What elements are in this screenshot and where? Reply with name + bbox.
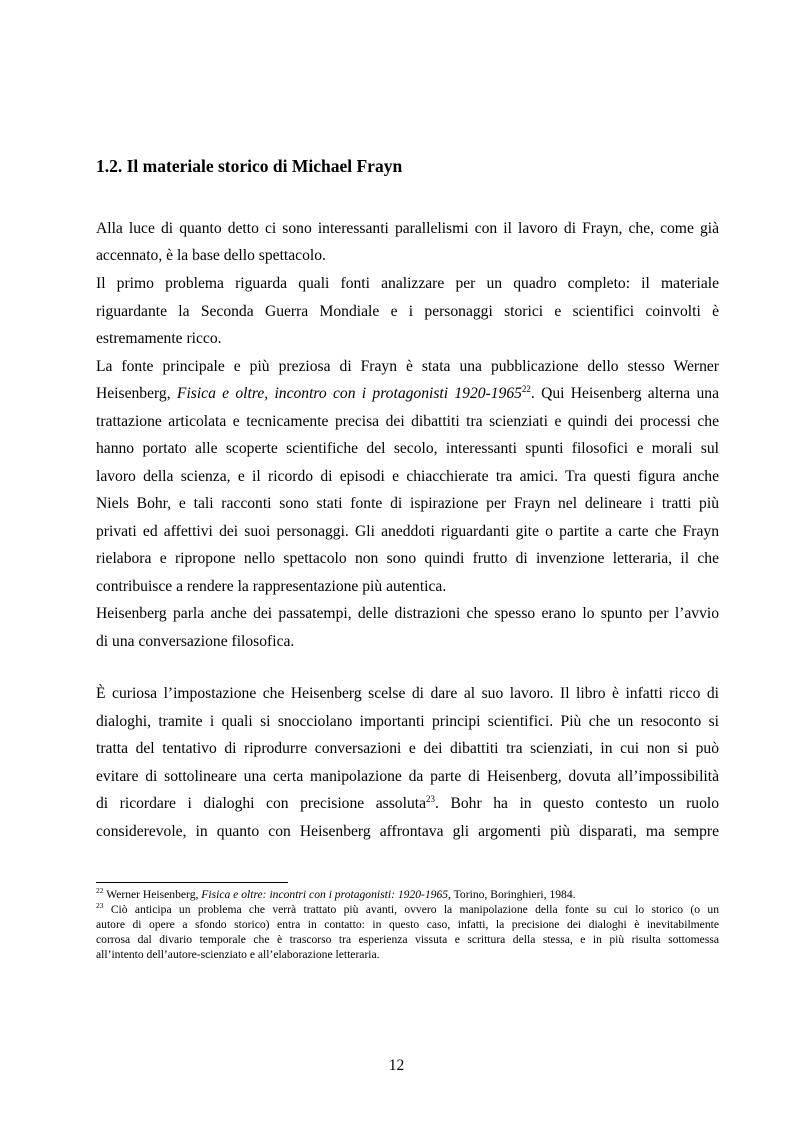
body-line xyxy=(96,384,719,404)
footnote-23 xyxy=(96,903,719,917)
body-text: . Qui Heisenberg alterna una xyxy=(530,385,720,402)
body-text: di ricordare i dialoghi con precisione assoluta xyxy=(96,795,426,812)
body-line: trattazione articolata e tecnicamente precisa dei dibattiti tra scienziati e quindi dei processi che xyxy=(96,413,719,430)
footnote-line: all’intento dell’autore-scienziato e all’elaborazione letteraria. xyxy=(96,948,380,961)
body-line: Alla luce di quanto detto ci sono interessanti parallelismi con il lavoro di Frayn, che, come già xyxy=(96,220,719,237)
body-line: Niels Bohr, e tali racconti sono stati fonte di ispirazione per Frayn nel delineare i tratti più xyxy=(96,495,719,512)
body-line xyxy=(96,794,719,814)
section-heading: 1.2. Il materiale storico di Michael Frayn xyxy=(96,156,403,176)
footnote-text: Werner Heisenberg, xyxy=(103,888,202,901)
body-line: estremamente ricco. xyxy=(96,330,222,347)
footnote-line: corrosa dal divario temporale che è trascorso tra esperienza vissuta e scrittura della stessa, e in più risulta sottomessa xyxy=(96,933,719,946)
footnote-text: , Torino, Boringhieri, 1984. xyxy=(448,888,576,901)
body-line: Heisenberg parla anche dei passatempi, delle distrazioni che spesso erano lo spunto per l’avvio xyxy=(96,605,719,622)
footnote-text: Ciò anticipa un problema che verrà trattato più avanti, ovvero la manipolazione della fonte su cui lo storico (o un xyxy=(103,903,719,916)
footnote-ref-22: 22 xyxy=(521,383,531,394)
body-line: lavoro della scienza, e il ricordo di episodi e chiacchierate tra amici. Tra questi figura anche xyxy=(96,468,719,485)
footnote-number: 22 xyxy=(96,886,104,896)
book-title: Fisica e oltre, incontro con i protagonisti 1920-1965 xyxy=(176,385,522,402)
footnote-separator xyxy=(96,882,288,883)
body-line: rielabora e ripropone nello spettacolo non sono quindi frutto di invenzione letteraria, il che xyxy=(96,550,719,567)
footnote-ref-23: 23 xyxy=(426,793,435,804)
footnote-number: 23 xyxy=(96,901,104,911)
body-line: È curiosa l’impostazione che Heisenberg scelse di dare al suo lavoro. Il libro è infatti ricco di xyxy=(96,685,719,702)
footnote-book-title: Fisica e oltre: incontri con i protagonisti: 1920-1965 xyxy=(201,888,449,901)
body-line: accennato, è la base dello spettacolo. xyxy=(96,247,326,264)
body-line: dialoghi, tramite i quali si snocciolano importanti principi scientifici. Più che un resoconto si xyxy=(96,713,719,730)
page-number: 12 xyxy=(388,1057,405,1074)
body-line: considerevole, in quanto con Heisenberg affrontava gli argomenti più disparati, ma sempre xyxy=(96,823,719,840)
footnote-22 xyxy=(96,888,719,902)
body-text: Heisenberg, xyxy=(96,385,177,402)
body-line: La fonte principale e più preziosa di Frayn è stata una pubblicazione dello stesso Werner xyxy=(96,358,719,375)
footnote-line: autore di opere a sfondo storico) entra in contatto: in questo caso, infatti, la precisione dei dialoghi è inevitabilmente xyxy=(96,918,719,931)
body-text: . Bohr ha in questo contesto un ruolo xyxy=(435,795,719,812)
body-line: contribuisce a rendere la rappresentazione più autentica. xyxy=(96,578,447,595)
body-line: tratta del tentativo di riprodurre conversazioni e dei dibattiti tra scienziati, in cui non si può xyxy=(96,740,719,757)
body-line: riguardante la Seconda Guerra Mondiale e i personaggi storici e scientifici coinvolti è xyxy=(96,303,719,320)
body-line: privati ed affettivi dei suoi personaggi. Gli aneddoti riguardanti gite o partite a carte che Frayn xyxy=(96,523,719,540)
body-line: Il primo problema riguarda quali fonti analizzare per un quadro completo: il materiale xyxy=(96,275,719,292)
body-line: di una conversazione filosofica. xyxy=(96,633,295,650)
body-line: evitare di sottolineare una certa manipolazione da parte di Heisenberg, dovuta all’impossibilità xyxy=(96,768,719,785)
body-line: hanno portato alle scoperte scientifiche del secolo, interessanti spunti filosofici e morali sul xyxy=(96,440,719,457)
